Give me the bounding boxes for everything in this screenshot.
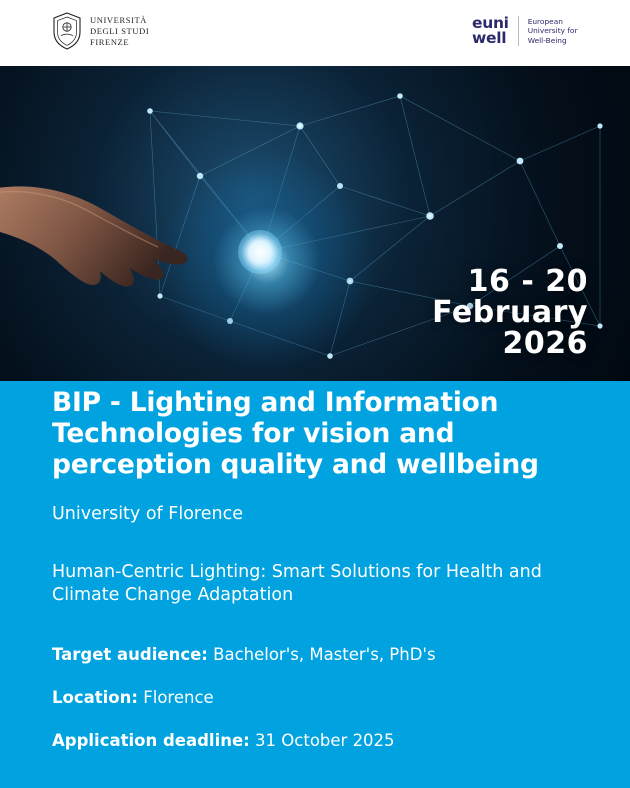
detail-application-deadline [52,730,597,751]
detail-target-audience [52,644,597,665]
euniwell-tagline-line-3: Well-Being [527,35,567,45]
euniwell-divider [518,16,519,46]
euniwell-wordmark [472,16,509,46]
detail-value: Florence [143,688,214,707]
euniwell-word-1: euni [472,14,509,32]
university-name-line-1: UNIVERSITÀ [90,14,147,25]
euniwell-tagline [528,17,578,46]
university-crest-icon [52,12,82,50]
event-date-line-3: 2026 [502,326,588,361]
university-of-florence-logo [52,12,149,50]
euniwell-logo [472,16,578,46]
hero-image [0,66,630,381]
organizer-name: University of Florence [52,504,243,524]
detail-value: Bachelor's, Master's, PhD's [213,645,436,664]
light-core [238,230,282,274]
detail-label: Target audience: [52,645,208,664]
event-dates [432,266,588,359]
euniwell-tagline-line-1: European [527,16,563,26]
university-name-line-2: DEGLI STUDI [90,25,150,36]
detail-location [52,687,597,708]
detail-value: 31 October 2025 [255,731,395,750]
university-name-line-3: FIRENZE [90,36,130,47]
poster-header [0,0,630,66]
event-details [52,644,597,773]
euniwell-tagline-line-2: University for [527,26,578,36]
event-date-line-2: February [432,295,588,330]
hand-illustration [0,152,270,342]
event-title: BIP - Lighting and Information Technologies for vision and perception quality and wellbeing [52,387,539,480]
event-date-line-1: 16 - 20 [467,264,588,299]
detail-label: Location: [52,688,138,707]
event-theme: Human-Centric Lighting: Smart Solutions for Health and Climate Change Adaptation [52,562,542,605]
euniwell-word-2: well [472,29,507,47]
info-panel [0,381,630,788]
detail-label: Application deadline: [52,731,250,750]
university-name [90,15,149,48]
